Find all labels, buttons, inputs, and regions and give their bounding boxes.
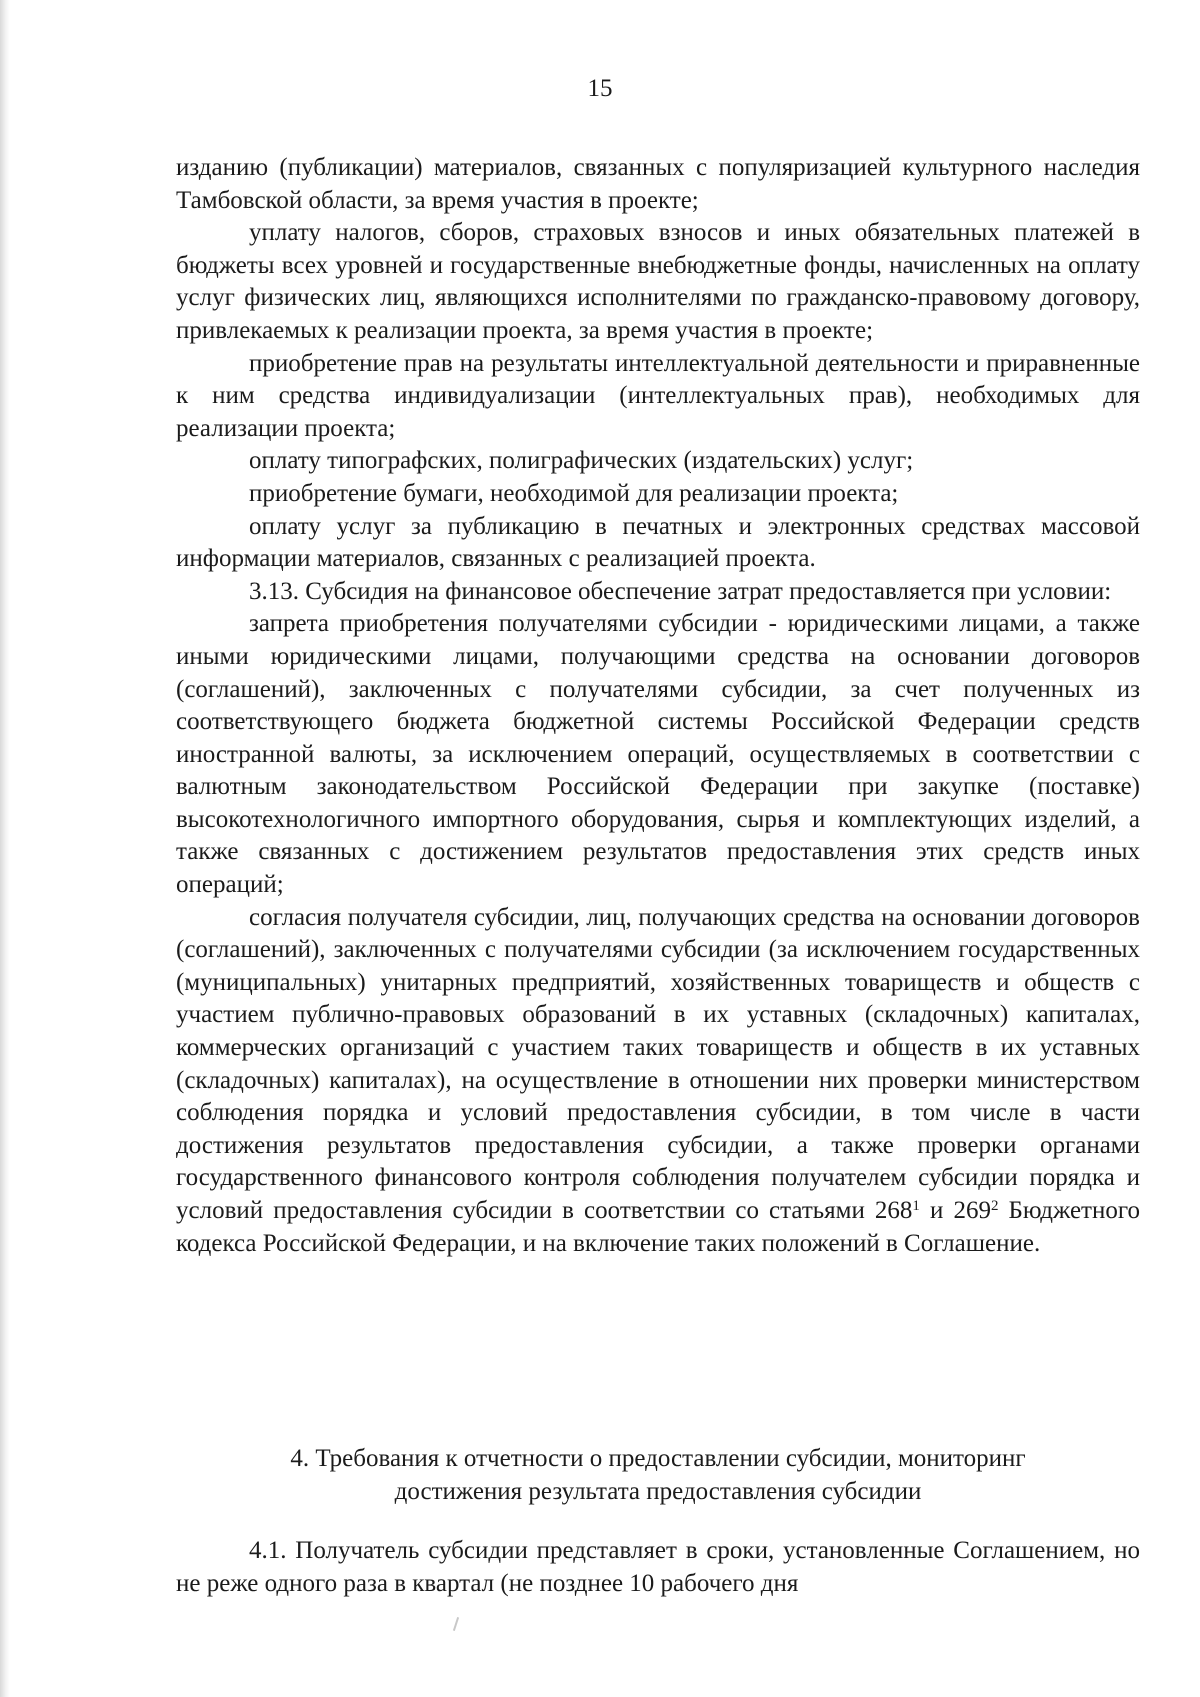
section-4-heading: [176, 1443, 1140, 1508]
superscript-1: 1: [912, 1197, 920, 1214]
section-heading-line-2: достижения результата предоставления субсидии: [394, 1477, 922, 1505]
paragraph-currency-prohibition: запрета приобретения получателями субсидии - юридическими лицами, а также иными юридическими лицами, получающими средства на основании договоров (соглашений), заключенных с получателями субсидии, за счет полученных из соответствующего бюджета бюджетной системы Российской Федерации средств иностранной валюты, за исключением операций, осуществляемых в соответствии с валютным законодательством Российской Федерации при закупке (поставке) высокотехнологичного импортного оборудования, сырья и комплектующих изделий, а также связанных с достижением результатов предоставления этих средств иных операций;: [176, 610, 1140, 899]
clause-4-1: 4.1. Получатель субсидии представляет в сроки, установленные Соглашением, но не реже одного раза в квартал (не позднее 10 рабочего дня: [176, 1537, 1140, 1597]
document-body: [176, 152, 1140, 1260]
section-4-body: [176, 1535, 1140, 1600]
paragraph-intellectual-rights: приобретение прав на результаты интеллектуальной деятельности и приравненные к ним средства индивидуализации (интеллектуальных прав), необходимых для реализации проекта;: [176, 349, 1140, 442]
scan-artifact-mark: [453, 1617, 459, 1631]
paragraph-media-publication: оплату услуг за публикацию в печатных и электронных средствах массовой информации материалов, связанных с реализацией проекта.: [176, 512, 1140, 573]
consent-text-part-1: согласия получателя субсидии, лиц, получающих средства на основании договоров (соглашений), заключенных с получателями субсидии (за исключением государственных (муниципальных) унитарных предприятий, хозяйственных товариществ и обществ с участием публично-правовых образований в их уставных (складочных) капиталах, коммерческих организаций с участием таких товариществ и обществ в их уставных (складочных) капиталах), на осуществление в отношении них проверки министерством соблюдения порядка и условий предоставления субсидии, в том числе в части достижения результатов предоставления субсидии, а также проверки органами государственного финансового контроля соблюдения получателем субсидии порядка и условий предоставления субсидии в соответствии со статьями 268: [176, 903, 1140, 1224]
consent-text-part-2: и 269: [919, 1197, 991, 1224]
superscript-2: 2: [990, 1197, 999, 1214]
paragraph-consent: [176, 902, 1140, 1261]
section-heading-line-1: 4. Требования к отчетности о предоставлении субсидии, мониторинг: [290, 1445, 1026, 1472]
paragraph-printing-services: оплату типографских, полиграфических (издательских) услуг;: [249, 447, 914, 475]
clause-3-13: 3.13. Субсидия на финансовое обеспечение затрат предоставляется при условии:: [249, 577, 1112, 605]
paragraph-publication-continuation: изданию (публикации) материалов, связанных с популяризацией культурного наследия Тамбовской области, за время участия в проекте;: [176, 154, 1140, 214]
paragraph-taxes: уплату налогов, сборов, страховых взносов и иных обязательных платежей в бюджеты всех уровней и государственные внебюджетные фонды, начисленных на оплату услуг физических лиц, являющихся исполнителями по гражданско-правовому договору, привлекаемых к реализации проекта, за время участия в проекте;: [176, 219, 1140, 344]
scan-shadow-edge: [0, 0, 10, 1697]
paragraph-paper: приобретение бумаги, необходимой для реализации проекта;: [249, 479, 899, 507]
consent-text-part-3: Бюджетного кодекса Российской Федерации, и на включение таких положений в Соглашение.: [176, 1197, 1140, 1257]
page-number: 15: [587, 75, 613, 102]
